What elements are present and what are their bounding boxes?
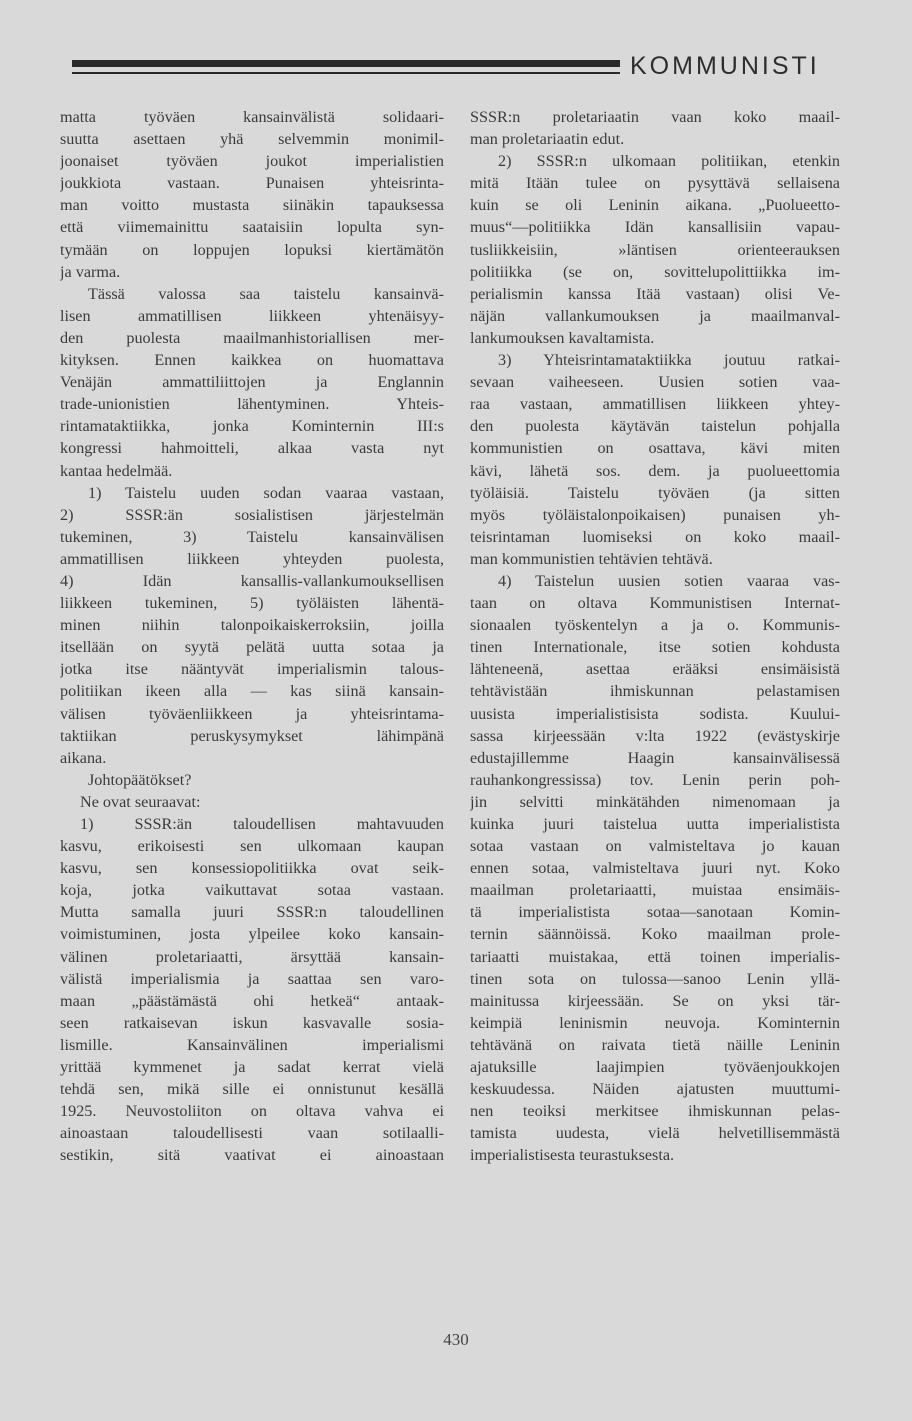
text-line: lisen ammatillisen liikkeen yhtenäisyy- (60, 306, 444, 325)
left-column (60, 106, 444, 1167)
text-line: sestikin, sitä vaativat ei ainoastaan (60, 1146, 444, 1165)
text-line: yrittää kymmenet ja sadat kerrat vielä (60, 1058, 444, 1077)
text-line: ja varma. (60, 262, 121, 281)
running-head: KOMMUNISTI (630, 52, 820, 80)
text-line: kongressi hahmoitteli, alkaa vasta nyt (60, 439, 444, 458)
text-line: kävi, lähetä sos. dem. ja puolueettomia (470, 461, 840, 480)
text-line: raa vastaan, ammatillisen liikkeen yhtey- (470, 395, 840, 414)
text-line: rauhankongressissa) tov. Lenin perin poh- (470, 770, 840, 789)
text-line: imperialistisesta teurastuksesta. (470, 1146, 675, 1165)
text-line: 3) Yhteisrintamataktiikka joutuu ratkai- (498, 351, 840, 370)
text-line: tinen sota on tulossa—sanoo Lenin yllä- (470, 969, 840, 988)
text-line: ainoastaan taloudellisesti vaan sotilaalli- (60, 1124, 444, 1143)
text-line: den puolesta käytävän taistelun pohjalla (470, 417, 840, 436)
text-line: Ne ovat seuraavat: (80, 792, 201, 811)
text-line: ammatillisen liikkeen yhteyden puolesta, (60, 549, 444, 568)
text-line: välistä imperialismia ja saattaa sen varo- (60, 969, 444, 988)
text-line: suutta asettaen yhä selvemmin monimil- (60, 130, 444, 149)
text-line: den puolesta maailmanhistoriallisen mer- (60, 328, 444, 347)
text-line: trade-unionistien lähentyminen. Yhteis- (60, 395, 444, 414)
text-line: minen niihin talonpoikaiskerroksiin, joilla (60, 616, 444, 635)
text-line: tariaatti muistakaa, että toinen imperialis- (470, 947, 840, 966)
text-line: ternin säännöissä. Koko maailman prole- (470, 925, 840, 944)
text-line: man proletariaatin edut. (470, 130, 625, 149)
text-line: ajatuksille laajimpien työväenjoukkojen (470, 1058, 840, 1077)
text-line: työläisiä. Taistelu työväen (ja sitten (470, 483, 840, 502)
text-line: liikkeen tukeminen, 5) työläisten lähentä- (60, 594, 444, 613)
text-line: kityksen. Ennen kaikkea on huomattava (60, 351, 444, 370)
text-line: tukeminen, 3) Taistelu kansainvälisen (60, 527, 444, 546)
text-line: man kommunistien tehtävien tehtävä. (470, 549, 713, 568)
text-line: sassa kirjeessään v:lta 1922 (evästyskirje (470, 726, 840, 745)
text-line: taktiikan peruskysymykset lähimpänä (60, 726, 444, 745)
text-line: seen ratkaisevan iskun kasvavalle sosia- (60, 1013, 444, 1032)
text-line: Johtopäätökset? (88, 770, 192, 789)
header-rule-thick (72, 60, 620, 67)
text-line: teisrintaman luomiseksi on koko maail- (470, 527, 840, 546)
text-line: Venäjän ammattiliittojen ja Englannin (60, 373, 444, 392)
text-line: välinen proletariaatti, ärsyttää kansain- (60, 947, 444, 966)
text-line: maailman proletariaatti, muistaa ensimäis- (470, 881, 840, 900)
text-line: tehdä sen, mikä sille ei onnistunut kesällä (60, 1080, 444, 1099)
text-line: 1925. Neuvostoliiton on oltava vahva ei (60, 1102, 444, 1121)
page-header (72, 50, 852, 90)
text-line: kasvu, erikoisesti sen ulkomaan kaupan (60, 837, 444, 856)
text-line: muus“—politiikka Idän kansallisiin vapau- (470, 218, 840, 237)
text-line: jin selvitti minkätähden nimenomaan ja (470, 792, 840, 811)
text-line: tehtävistään ihmiskunnan pelastamisen (470, 682, 840, 701)
text-line: sionaalen työskentelyn a ja o. Kommunis- (470, 616, 840, 635)
text-line: mainitussa kirjeessään. Se on yksi tär- (470, 991, 840, 1010)
text-line: 2) SSSR:än sosialistisen järjestelmän (60, 505, 444, 524)
text-line: perialismin kanssa Itää vastaan) olisi Ve- (470, 284, 840, 303)
text-line: tehtävänä on raivata tietä näille Leninin (470, 1035, 840, 1054)
text-line: 4) Idän kansallis-vallankumouksellisen (60, 571, 444, 590)
text-line: välisen työväenliikkeen ja yhteisrintama- (60, 704, 444, 723)
text-line: kuinka juuri taistelua uutta imperialistista (470, 815, 840, 833)
text-line: politiikka (se on, sovittelupolittiikka im- (470, 262, 840, 281)
text-line: uusista imperialistisista sodista. Kuului- (470, 704, 840, 723)
text-line: sevaan vaiheeseen. Uusien sotien vaa- (470, 373, 840, 392)
text-line: keimpiä leninismin neuvoja. Kominternin (470, 1013, 840, 1032)
text-line: sotaa vastaan on valmisteltava jo kauan (470, 837, 840, 856)
text-line: aikana. (60, 748, 107, 767)
header-rule-thin (72, 72, 620, 74)
text-line: tinen Internationale, itse sotien kohdusta (470, 638, 840, 657)
text-line: ennen sotaa, valmisteltava juuri nyt. Koko (470, 859, 840, 878)
text-line: joonaiset työväen joukot imperialistien (60, 152, 444, 171)
text-line: kasvu, sen konsessiopolitiikka ovat seik- (60, 859, 444, 878)
text-line: 1) Taistelu uuden sodan vaaraa vastaan, (88, 483, 444, 502)
text-line: joukkiota vastaan. Punaisen yhteisrinta- (60, 174, 444, 193)
text-line: 2) SSSR:n ulkomaan politiikan, etenkin (498, 152, 840, 171)
text-line: Tässä valossa saa taistelu kansainvä- (88, 284, 444, 303)
text-line: kantaa hedelmää. (60, 461, 173, 480)
text-line: kuin se oli Leninin aikana. „Puolueetto- (470, 196, 840, 215)
text-line: SSSR:n proletariaatin vaan koko maail- (470, 108, 840, 126)
text-line: lähteneenä, asettaa erääksi ensimäisistä (470, 660, 840, 679)
text-line: nen teoiksi merkitsee ihmiskunnan pelas- (470, 1102, 840, 1121)
text-line: näjän vallankumouksen ja maailmanval- (470, 306, 840, 325)
text-line: kommunistien on osattava, kävi miten (470, 439, 840, 458)
text-line: politiikan ikeen alla — kas siinä kansain- (60, 682, 444, 701)
text-line: tä imperialistista sotaa—sanotaan Komin- (470, 903, 840, 922)
text-line: koja, jotka vaikuttavat sotaa vastaan. (60, 881, 444, 900)
text-line: maan „päästämästä ohi hetkeä“ antaak- (60, 991, 444, 1010)
text-line: matta työväen kansainvälistä solidaari- (60, 108, 444, 126)
text-line: lismille. Kansainvälinen imperialismi (60, 1035, 444, 1054)
text-line: voimistuminen, josta ylpeilee koko kansain- (60, 925, 444, 944)
text-line: että viimemainittu saataisiin lopulta syn- (60, 218, 444, 237)
text-line: keskuudessa. Näiden ajatusten muuttumi- (470, 1080, 840, 1099)
text-line: tamista uudesta, vielä helvetillisemmästä (470, 1124, 840, 1143)
text-line: taan on oltava Kommunistisen Internat- (470, 594, 840, 613)
text-line: tymään on loppujen lopuksi kiertämätön (60, 240, 444, 259)
page-number: 430 (443, 1330, 469, 1349)
text-line: Mutta samalla juuri SSSR:n taloudellinen (60, 903, 444, 922)
text-line: man voitto mustasta siinäkin tapauksessa (60, 196, 444, 215)
text-line: jotka itse nääntyvät imperialismin talous- (60, 660, 444, 679)
text-line: itsellään on syytä pelätä uutta sotaa ja (60, 638, 444, 657)
text-line: lankumouksen kavaltamista. (470, 328, 655, 347)
text-line: myös työläistalonpoikaisen) punaisen yh- (470, 505, 840, 524)
text-line: 1) SSSR:än taloudellisen mahtavuuden (80, 815, 444, 833)
text-line: rintamataktiikka, jonka Kominternin III:s (60, 417, 444, 436)
right-column (470, 106, 840, 1167)
text-line: tusliikkeisiin, »läntisen orienteerauksen (470, 240, 840, 259)
text-line: edustajillemme Haagin kansainvälisessä (470, 748, 840, 767)
text-line: mitä Itään tulee on pysyttävä sellaisena (470, 174, 840, 193)
text-line: 4) Taistelun uusien sotien vaaraa vas- (498, 571, 840, 590)
